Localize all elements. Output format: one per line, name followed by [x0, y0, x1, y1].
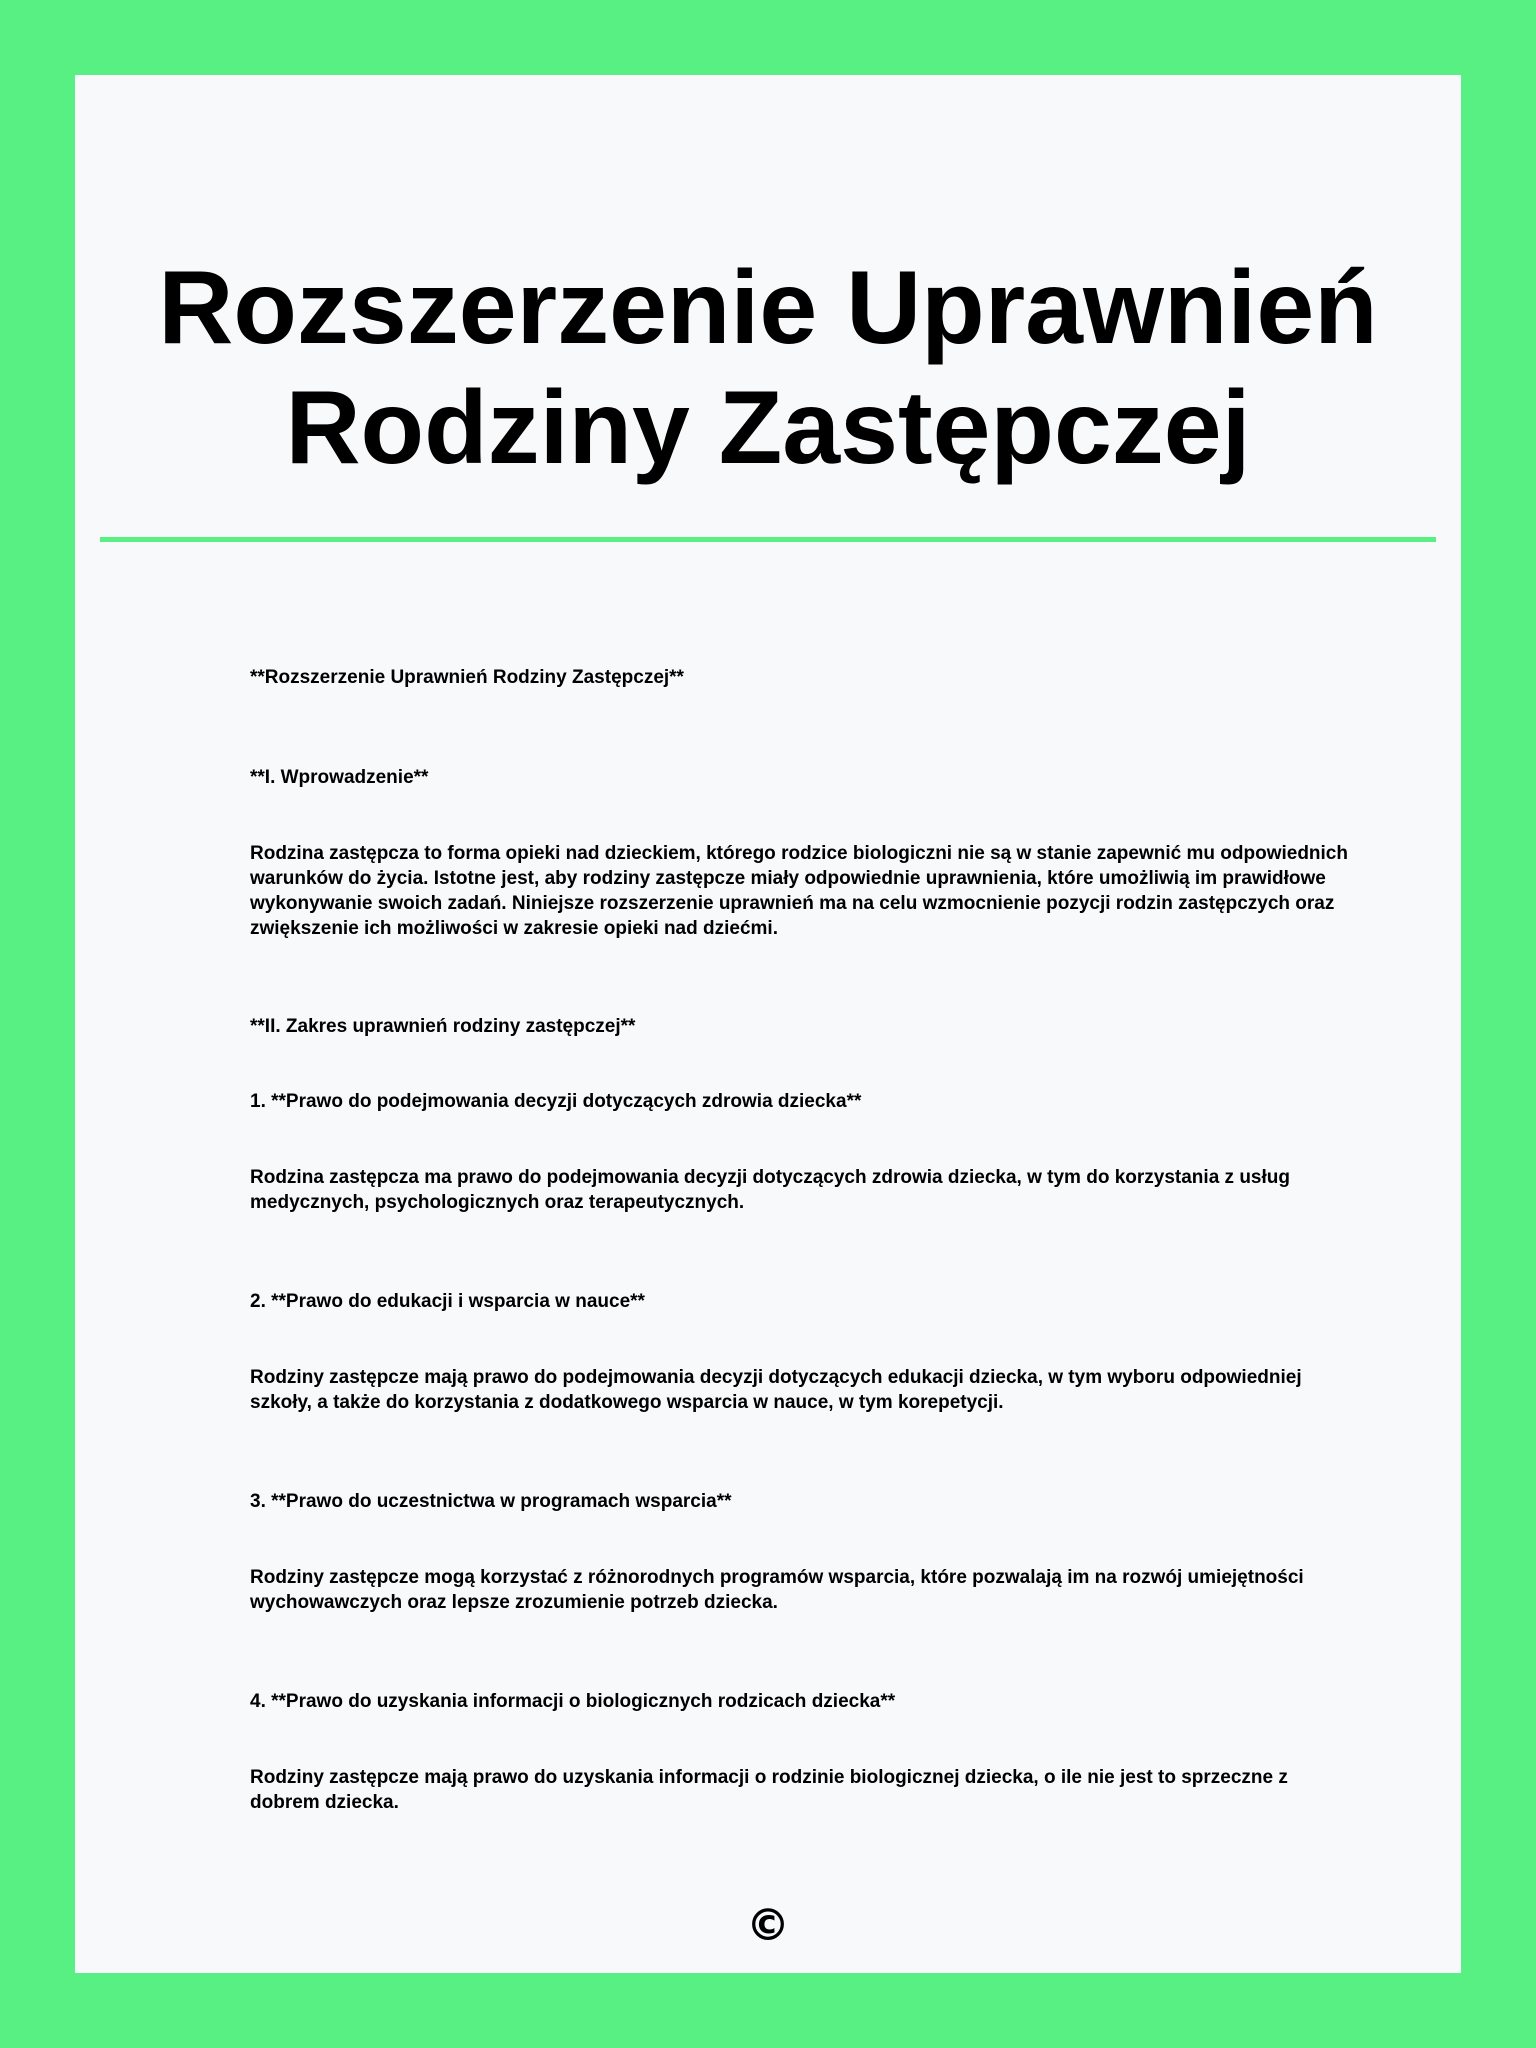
item-paragraph-support-programs: Rodziny zastępcze mogą korzystać z różnorodnych programów wsparcia, które pozwalają im na rozwój umiejętności wychowawczych oraz lepsze zrozumienie potrzeb dziecka. [250, 1567, 1304, 1613]
introduction-paragraph: Rodzina zastępcza to forma opieki nad dzieckiem, którego rodzice biologiczni nie są w stanie zapewnić mu odpowiednich warunków do życia. Istotne jest, aby rodziny zastępcze miały odpowiednie uprawnienia, które umożliwią im prawidłowe wykonywanie swoich zadań. Niniejsze rozszerzenie uprawnień ma na celu wzmocnienie pozycji rodzin zastępczych oraz zwiększenie ich możliwości w zakresie opieki nad dziećmi. [250, 843, 1348, 939]
title-divider [100, 537, 1436, 542]
section-heading-introduction: **I. Wprowadzenie** [250, 767, 429, 788]
document-title [75, 248, 1461, 488]
section-heading-scope: **II. Zakres uprawnień rodziny zastępczej** [250, 1016, 636, 1037]
item-heading-support-programs: 3. **Prawo do uczestnictwa w programach wsparcia** [250, 1491, 732, 1512]
document-title-line-1: Rozszerzenie Uprawnień [158, 250, 1378, 366]
item-heading-education: 2. **Prawo do edukacji i wsparcia w nauce** [250, 1291, 645, 1312]
document-title-line-2: Rodziny Zastępczej [285, 370, 1251, 486]
item-paragraph-information: Rodziny zastępcze mają prawo do uzyskania informacji o rodzinie biologicznej dziecka, o ile nie jest to sprzeczne z dobrem dziecka. [250, 1767, 1288, 1813]
item-heading-information: 4. **Prawo do uzyskania informacji o biologicznych rodzicach dziecka** [250, 1691, 896, 1712]
copyright-symbol: © [746, 1900, 790, 1951]
item-paragraph-education: Rodziny zastępcze mają prawo do podejmowania decyzji dotyczących edukacji dziecka, w tym wyboru odpowiedniej szkoły, a także do korzystania z dodatkowego wsparcia w nauce, w tym korepetycji. [250, 1367, 1302, 1413]
item-heading-health: 1. **Prawo do podejmowania decyzji dotyczących zdrowia dziecka** [250, 1091, 862, 1112]
document-page [75, 75, 1461, 1973]
item-paragraph-health: Rodzina zastępcza ma prawo do podejmowania decyzji dotyczących zdrowia dziecka, w tym do korzystania z usług medycznych, psychologicznych oraz terapeutycznych. [250, 1167, 1290, 1213]
document-heading: **Rozszerzenie Uprawnień Rodziny Zastępczej** [250, 667, 684, 688]
